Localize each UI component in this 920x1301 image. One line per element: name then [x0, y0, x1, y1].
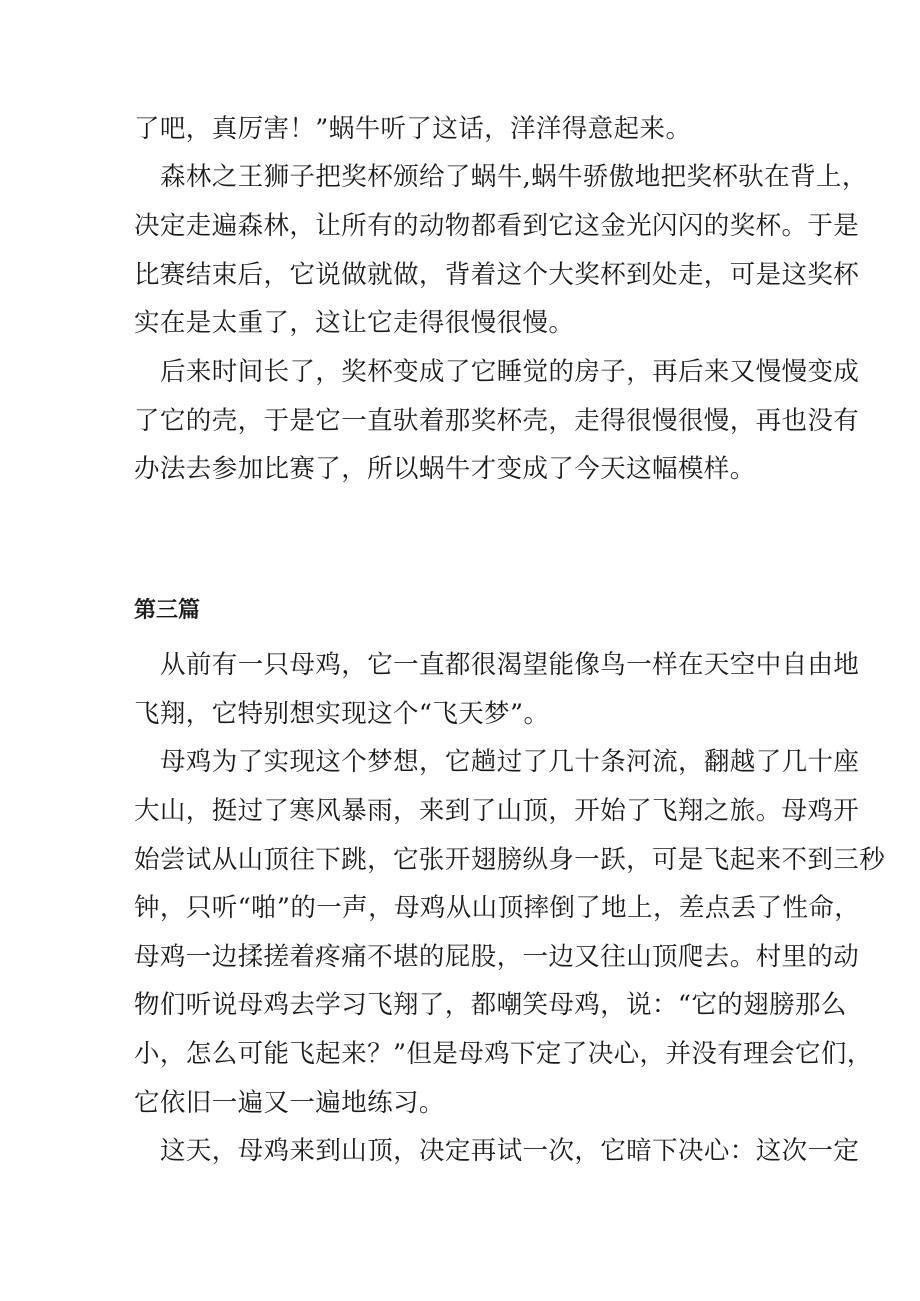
text-line: 这天，母鸡来到山顶，决定再试一次，它暗下决心：这次一定 — [160, 1136, 860, 1166]
text-line: 森林之王狮子把奖杯颁给了蜗牛,蜗牛骄傲地把奖杯驮在背上， — [160, 162, 868, 192]
text-line: 它依旧一遍又一遍地练习。 — [134, 1088, 445, 1118]
text-line: 决定走遍森林，让所有的动物都看到它这金光闪闪的奖杯。于是 — [134, 211, 860, 241]
text-line: 飞翔，它特别想实现这个“飞天梦”。 — [134, 699, 550, 729]
text-line: 从前有一只母鸡，它一直都很渴望能像鸟一样在天空中自由地 — [160, 650, 860, 680]
text-line: 办法去参加比赛了，所以蜗牛才变成了今天这幅模样。 — [134, 454, 756, 484]
text-line: 比赛结束后，它说做就做，背着这个大奖杯到处走，可是这奖杯 — [134, 260, 860, 290]
text-line: 母鸡为了实现这个梦想，它趟过了几十条河流，翻越了几十座 — [160, 747, 860, 777]
text-line: 了吧，真厉害！”蜗牛听了这话，洋洋得意起来。 — [134, 114, 692, 144]
text-line: 后来时间长了，奖杯变成了它睡觉的房子，再后来又慢慢变成 — [160, 357, 860, 387]
section-heading: 第三篇 — [134, 597, 201, 623]
text-line: 小，怎么可能飞起来？”但是母鸡下定了决心，并没有理会它们， — [134, 1039, 873, 1069]
text-line: 母鸡一边揉搓着疼痛不堪的屁股，一边又往山顶爬去。村里的动 — [134, 942, 860, 972]
text-line: 了它的壳，于是它一直驮着那奖杯壳，走得很慢很慢，再也没有 — [134, 406, 860, 436]
text-line: 大山，挺过了寒风暴雨，来到了山顶，开始了飞翔之旅。母鸡开 — [134, 796, 860, 826]
text-line: 实在是太重了，这让它走得很慢很慢。 — [134, 308, 575, 338]
text-line: 物们听说母鸡去学习飞翔了，都嘲笑母鸡，说：“它的翅膀那么 — [134, 990, 847, 1020]
text-line: 始尝试从山顶往下跳，它张开翅膀纵身一跃，可是飞起来不到三秒 — [134, 845, 886, 875]
text-line: 钟，只听“啪”的一声，母鸡从山顶摔倒了地上，差点丢了性命， — [134, 893, 861, 923]
